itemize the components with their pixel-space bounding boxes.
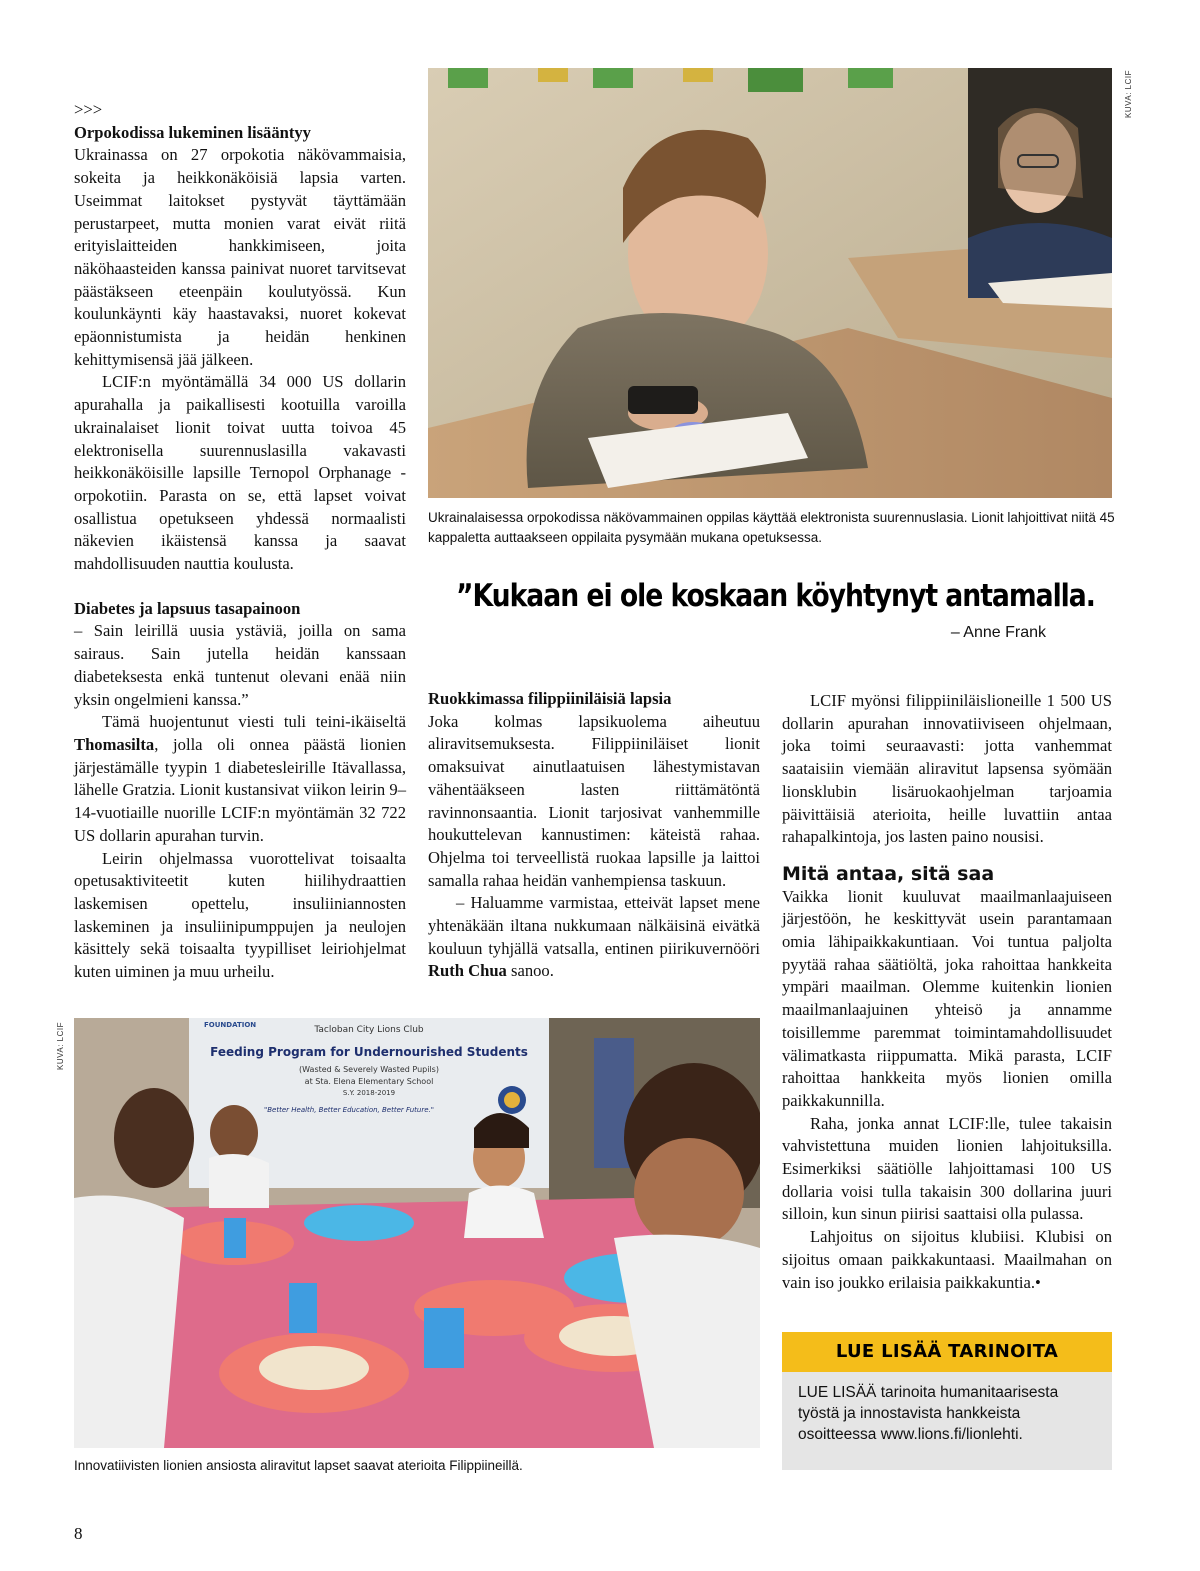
photo-caption-bottom: Innovatiivisten lionien ansiosta aliravitut lapset saavat aterioita Filippiineillä. xyxy=(74,1458,523,1473)
page-number: 8 xyxy=(74,1524,83,1543)
continuation-marker: >>> xyxy=(74,100,103,119)
photo-caption-top: Ukrainalaisessa orpokodissa näkövammainen oppilas käyttää elektronista suurennuslasia. Lionit lahjoittivat niitä 45 kappaletta auttaakseen oppilaita pysymään mukana opetuksessa. xyxy=(428,510,1115,545)
banner-foundation: FOUNDATION xyxy=(204,1021,257,1029)
paragraph: – Sain leirillä uusia ystäviä, joilla on sama sairaus. Sain jutella heidän kanssaan diabeteksesta enkä tuntenut olevani enää niin yksin ongelmieni kanssa.” xyxy=(74,621,406,709)
paragraph: Leirin ohjelmassa vuorottelivat toisaalta opetusaktiviteetit kuten hiilihydraattien laskemisen opettelu, insuliiniannosten laskeminen ja insuliinipumppujen ja neulojen käsittely sekä toisaalta tyypilliset leiriohjelmat kuten uiminen ja muu urheilu. xyxy=(74,848,406,982)
paragraph: LCIF:n myöntämällä 34 000 US dollarin apurahalla ja paikallisesti kootuilla varoilla ukrainalaiset lionit toivat uutta toivoa 45 elektronisella suurennuslasilla vakavasti heikkonäköisille lapsille Ternopol Orphanage -orpokotiin. Parasta on se, että lapset voivat osallistua opetukseen yhdessä normaalisti näkevien ikäistensä kanssa ja saavat mahdollisuuden nauttia koulusta. xyxy=(74,372,406,574)
subheading-philippines: Ruokkimassa filippiiniläisiä lapsia xyxy=(428,689,672,708)
person-name: Ruth Chua xyxy=(428,961,507,981)
photo-illustration xyxy=(428,68,1112,498)
banner-subtitle: (Wasted & Severely Wasted Pupils) xyxy=(299,1065,439,1074)
photo-feeding-program xyxy=(74,1018,760,1448)
paragraph: LCIF myönsi filippiiniläislioneille 1 500 US dollarin apurahan innovatiiviseen ohjelmaan, joka toimi seuraavasti: jotta vanhemmat saataisiin viemään aliravitut lapsensa syömään lionsklubin lisäruokaohjelman tarjoamia päivittäisiä aterioita, heille luvattiin antaa rahapalkintoja, jos lasten paino nousisi. xyxy=(782,691,1112,847)
subheading-give: Mitä antaa, sitä saa xyxy=(782,862,995,885)
paragraph: Raha, jonka annat LCIF:lle, tulee takaisin vahvistettuna muiden lionien lahjoituksilla. Esimerkiksi säätiölle lahjoittamasi 100 US dollaria voisi tulla takaisin 300 dollarina juuri silloin, kun sinun piirisi saattaisi olla pulassa. xyxy=(782,1113,1112,1224)
banner-slogan: "Better Health, Better Education, Better Future." xyxy=(264,1106,434,1114)
infobox-title: LUE LISÄÄ TARINOITA xyxy=(782,1332,1112,1372)
banner-year: S.Y. 2018-2019 xyxy=(342,1089,396,1097)
subheading-orphanage: Orpokodissa lukeminen lisääntyy xyxy=(74,122,311,142)
infobox-body: LUE LISÄÄ tarinoita humanitaarisesta työstä ja innostavista hankkeista osoitteessa www.lions.fi/lionlehti. xyxy=(782,1372,1112,1470)
subheading-diabetes: Diabetes ja lapsuus tasapainoon xyxy=(74,598,301,618)
paragraph: Joka kolmas lapsikuolema aiheutuu aliravitsemuksesta. Filippiiniläiset lionit omaksuivat ainutlaatuisen lähestymistavan vähentääkseen lasten riittämätöntä ravinnonsaantia. Lionit tarjosivat vanhemmille houkuttelevan kannustimen: käteistä rahaa. Ohjelma toi terveellistä ruokaa lapsille ja laittoi samalla rahaa heidän vanhempiensa taskuun. xyxy=(428,711,760,890)
paragraph: Vaikka lionit kuuluvat maailmanlaajuiseen järjestöön, he keskittyvät usein parantamaan omia lähipaikkakuntiaan. Voi tuntua paljolta pyytää rahaa säätiöltä, joka rahoittaa hankkeita ympäri maailman. Olemme kuitenkin lionien maailmanlaajuinen yhteisö ja annamme toisillemme paremmat toimintamahdollisuudet välimatkasta riippumatta. Mikä parasta, LCIF rahoittaa hankkeita myös lionien omilla paikkakunnilla. xyxy=(782,886,1112,1110)
person-name: Thomasilta xyxy=(74,734,155,754)
banner-title: Feeding Program for Undernourished Students xyxy=(210,1045,528,1059)
pull-quote: ”Kukaan ei ole koskaan köyhtynyt antamalla. xyxy=(456,578,1095,614)
photo-orphanage-magnifier xyxy=(428,68,1112,498)
paragraph: Ukrainassa on 27 orpokotia näkövammaisia, sokeita ja heikkonäköisiä lapsia varten. Useimmat laitokset pystyvät täyttämään perustarpeet, mutta monien varat eivät riitä erityislaitteiden hankkimiseen, joita näköhaasteiden kanssa painivat nuoret tarvitsevat päästäkseen eteenpäin koulutyössä. Kun koulunkäynti käy haastavaksi, nuoret kokevat epäonnistumista ja heidän henkinen kehittymisensä jää jälkeen. xyxy=(74,145,406,369)
photo-credit-top: KUVA: LCIF xyxy=(1124,70,1133,118)
photo-credit-bottom: KUVA: LCIF xyxy=(56,1022,65,1070)
quote-author: – Anne Frank xyxy=(950,624,1046,641)
paragraph: Lahjoitus on sijoitus klubiisi. Klubisi on sijoitus omaan paikkakuntaasi. Maailmahan on vain iso joukko erilaisia paikkakuntia.• xyxy=(782,1227,1112,1292)
column-middle xyxy=(428,688,760,983)
paragraph: – Haluamme varmistaa, etteivät lapset mene yhtenäkään iltana nukkumaan nälkäisinä eivätkä kouluun tyhjällä vatsalla, entinen piirikuvernööri Ruth Chua sanoo. xyxy=(428,893,760,981)
paragraph: Tämä huojentunut viesti tuli teini-ikäiseltä Thomasilta, jolla oli onnea päästä lionien järjestämälle tyypin 1 diabetesleirille Itävallassa, lähelle Gratzia. Lionit kustansivat viikon leirin 9–14-vuotiaille nuorille LCIF:n myöntämän 32 722 US dollarin apurahan turvin. xyxy=(74,712,406,845)
banner-school: at Sta. Elena Elementary School xyxy=(304,1077,434,1086)
photo-illustration xyxy=(74,1018,760,1448)
column-right xyxy=(782,690,1112,1294)
column-left xyxy=(74,99,406,984)
banner-club: Tacloban City Lions Club xyxy=(314,1025,424,1035)
